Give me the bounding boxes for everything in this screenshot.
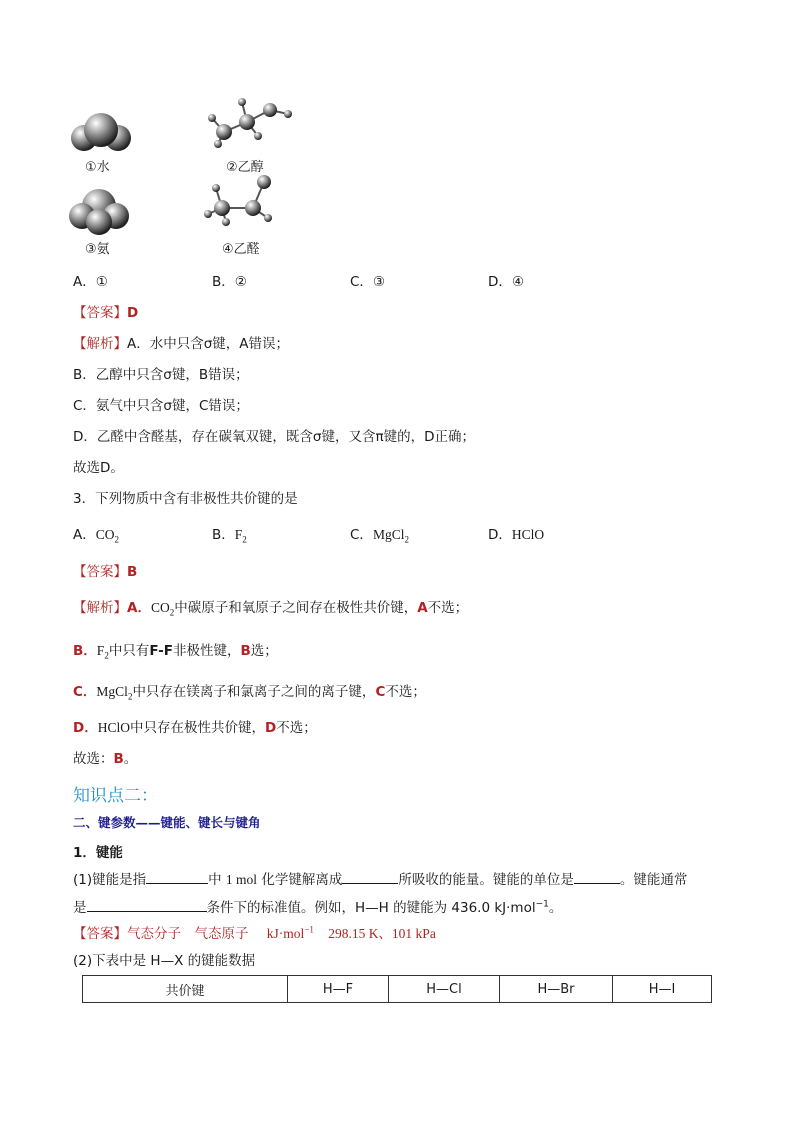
section-heading: 1．键能: [73, 845, 123, 861]
q3-analysis-line-c: [73, 680, 426, 702]
q2-analysis-line-3: C．氨气中只含σ键，C错误；: [73, 398, 249, 414]
bond-label: F-F: [149, 643, 173, 659]
answer-conditions: 298.15 K、101 kPa: [328, 926, 436, 941]
q3-option-d: [488, 523, 544, 543]
formula-subscript: 2: [127, 691, 133, 702]
q3-option-a: [73, 523, 119, 545]
analysis-text-end: 选；: [250, 643, 278, 659]
q2-analysis-line-4: D．乙醛中含醛基，存在碳氧双键，既含σ键，又含π键的，D正确；: [73, 429, 475, 445]
section-answer: [73, 922, 436, 942]
analysis-text-end: 不选；: [385, 684, 426, 700]
analysis-text: 中只有: [108, 643, 150, 659]
q2-option-c: C．③: [350, 274, 386, 290]
option-ref: B: [240, 643, 251, 659]
fill-in-line-2: [73, 896, 562, 916]
formula-subscript: 2: [114, 534, 120, 545]
option-ref: D: [264, 720, 277, 736]
paragraph-text: 化学键解离成: [261, 872, 343, 888]
q3-analysis-line-a: [73, 596, 468, 618]
analysis-text: 非极性键，: [172, 643, 241, 659]
q2-option-b: B．②: [212, 274, 247, 290]
analysis-text: 中碳原子和氧原子之间存在极性共价键，: [174, 600, 418, 616]
answer-label: 【答案】: [73, 926, 127, 942]
formula-subscript: 2: [169, 607, 175, 618]
unit-text: 1 mol: [225, 872, 258, 887]
option-letter: A．: [73, 527, 96, 543]
q3-conclusion: [73, 747, 137, 767]
option-formula: MgCl: [372, 527, 405, 542]
analysis-label: 【解析】: [73, 336, 127, 352]
option-letter: B．: [73, 643, 97, 659]
answer-value: D: [127, 305, 139, 321]
answer-text: 气态分子 气态原子: [127, 926, 249, 942]
option-letter: D．: [73, 720, 98, 736]
q2-answer: [73, 301, 138, 321]
option-ref: A: [417, 600, 428, 616]
conclusion-text: 故选：: [73, 751, 114, 767]
formula: F: [96, 643, 105, 658]
acetaldehyde-molecule-model: [198, 172, 278, 230]
option-formula: HClO: [511, 527, 545, 542]
conclusion-end: 。: [123, 751, 138, 767]
formula: HClO: [97, 720, 130, 735]
table-header-row: [83, 976, 712, 1003]
formula-subscript: 2: [242, 534, 247, 545]
formula-subscript: 2: [404, 534, 409, 545]
blank-2: [342, 869, 398, 884]
option-letter: C．: [350, 527, 373, 543]
q2-option-d: D．④: [488, 274, 524, 290]
table-header-cell: H—I: [613, 976, 712, 1003]
formula: MgCl: [96, 684, 128, 699]
water-molecule-model: [70, 110, 134, 158]
table-intro: (2)下表中是 H—X 的键能数据: [73, 953, 256, 969]
q2-analysis-conclusion: 故选D。: [73, 460, 124, 476]
conclusion-value: B: [113, 751, 124, 767]
q2-option-a: A．①: [73, 274, 108, 290]
formula-subscript: 2: [104, 650, 109, 661]
fill-in-line-1: [73, 868, 687, 888]
answer-label: 【答案】: [73, 564, 127, 580]
molecule-caption-water: ①水: [85, 160, 110, 175]
paragraph-text: (1)键能是指: [73, 872, 147, 888]
paragraph-text: 所吸收的能量。键能的单位是: [398, 872, 574, 888]
paragraph-text: 。: [548, 900, 563, 916]
analysis-text-end: 不选；: [276, 720, 317, 736]
table-header-cell: H—Cl: [389, 976, 500, 1003]
q3-answer: [73, 560, 137, 580]
q3-analysis-line-d: [73, 716, 317, 736]
table-header-cell: H—Br: [500, 976, 613, 1003]
option-letter: B．: [212, 527, 235, 543]
analysis-text: A．水中只含σ键，A错误；: [127, 336, 290, 352]
table-header-cell: H—F: [288, 976, 389, 1003]
molecule-caption-ammonia: ③氨: [85, 242, 110, 257]
section-subtitle: 二、键参数——键能、键长与键角: [73, 815, 261, 830]
q3-stem: 3．下列物质中含有非极性共价键的是: [73, 491, 298, 507]
blank-4: [87, 897, 207, 912]
q3-option-c: [350, 523, 409, 545]
bond-energy-table: [82, 975, 712, 1003]
superscript: −1: [304, 924, 314, 935]
molecule-caption-ethanol: ②乙醇: [226, 160, 264, 175]
analysis-label: 【解析】: [73, 600, 127, 616]
q3-option-b: [212, 523, 247, 545]
ethanol-molecule-model: [202, 96, 298, 154]
option-letter: A．: [127, 600, 151, 616]
q2-analysis-line-2: B．乙醇中只含σ键，B错误；: [73, 367, 249, 383]
superscript: −1: [535, 899, 549, 910]
option-formula: F: [234, 527, 243, 542]
paragraph-text: 条件下的标准值。例如，H—H 的键能为 436.0 kJ·mol: [206, 900, 536, 916]
answer-value: B: [127, 564, 138, 580]
option-letter: C．: [73, 684, 97, 700]
ammonia-molecule-model: [68, 186, 132, 238]
section-title: 知识点二：: [73, 786, 158, 806]
blank-1: [146, 869, 208, 884]
analysis-text-end: 不选；: [427, 600, 469, 616]
q2-analysis-line-1: [73, 332, 289, 352]
q3-analysis-line-b: [73, 639, 278, 661]
option-letter: D．: [488, 527, 512, 543]
table-header-cell: 共价键: [83, 976, 288, 1003]
paragraph-text: 是: [73, 900, 87, 916]
paragraph-text: 。键能通常: [619, 872, 688, 888]
option-ref: C: [375, 684, 386, 700]
formula: CO: [150, 600, 170, 615]
answer-label: 【答案】: [73, 305, 127, 321]
analysis-text: 中只存在镁离子和氯离子之间的离子键，: [132, 684, 376, 700]
analysis-text: 中只存在极性共价键，: [129, 720, 265, 736]
answer-unit: kJ·mol: [266, 926, 305, 941]
option-formula: CO: [95, 527, 115, 542]
blank-3: [574, 869, 620, 884]
molecule-caption-acetaldehyde: ④乙醛: [222, 242, 260, 257]
paragraph-text: 中: [208, 872, 222, 888]
